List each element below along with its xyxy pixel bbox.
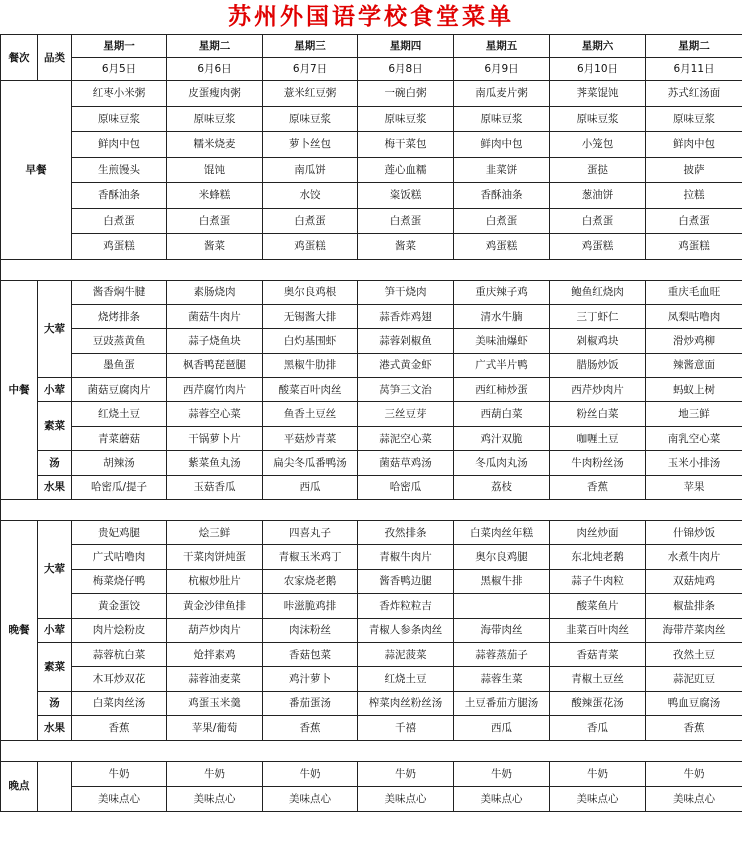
dish-cell: 豆豉蒸黄鱼: [72, 329, 167, 353]
dish-cell: 韭菜百叶肉丝: [550, 618, 646, 642]
dish-cell: 原味豆浆: [550, 106, 646, 132]
dish-cell: 酸菜鱼片: [550, 594, 646, 618]
dish-cell: 鸡蛋玉米羹: [167, 691, 263, 715]
dish-cell: 贵妃鸡腿: [72, 521, 167, 545]
dish-cell: 黄金蛋饺: [72, 594, 167, 618]
breakfast-row: [1, 234, 742, 260]
dish-cell: 青椒牛肉片: [358, 545, 454, 569]
dish-cell: 鸡蛋糕: [454, 234, 550, 260]
dish-cell: 奥尔良鸡腿: [454, 545, 550, 569]
dish-cell: 红烧土豆: [72, 402, 167, 426]
dish-cell: 牛奶: [454, 761, 550, 786]
dish-cell: 蒜蓉剁椒鱼: [358, 329, 454, 353]
dish-cell: 梅菜烧仔鸭: [72, 569, 167, 593]
category-label: 大荤: [38, 521, 72, 619]
meal-label-dinner: 晚餐: [1, 521, 38, 741]
dish-cell: 白灼基围虾: [263, 329, 358, 353]
dish-cell: 原味豆浆: [167, 106, 263, 132]
dish-cell: 菌菇草鸡汤: [358, 451, 454, 475]
dish-cell: 干锅萝卜片: [167, 426, 263, 450]
dish-cell: 牛奶: [167, 761, 263, 786]
dish-cell: 平菇炒青菜: [263, 426, 358, 450]
dish-cell: 海带芹菜肉丝: [646, 618, 742, 642]
dish-cell: 孜然排条: [358, 521, 454, 545]
dish-cell: 黄金沙律鱼排: [167, 594, 263, 618]
date-header: 6月10日: [550, 58, 646, 81]
meal-label-lunch: 中餐: [1, 280, 38, 500]
dish-cell: 鲜肉中包: [646, 132, 742, 158]
dish-cell: 鸭血豆腐汤: [646, 691, 742, 715]
dish-cell: 木耳炒双花: [72, 667, 167, 691]
dish-cell: 蒜蓉生菜: [454, 667, 550, 691]
dish-cell: 菌菇豆腐肉片: [72, 378, 167, 402]
dish-cell: 清水牛腩: [454, 304, 550, 328]
dish-cell: 蚂蚁上树: [646, 378, 742, 402]
dish-cell: 香蕉: [263, 716, 358, 740]
dish-cell: 红烧土豆: [358, 667, 454, 691]
dish-cell: 白煮蛋: [646, 208, 742, 234]
dish-cell: 西芹炒肉片: [550, 378, 646, 402]
dish-cell: 牛奶: [72, 761, 167, 786]
dish-cell: 美味油爆虾: [454, 329, 550, 353]
dish-cell: 美味点心: [167, 786, 263, 811]
breakfast-row: [1, 157, 742, 183]
dish-cell: 笋干烧肉: [358, 280, 454, 304]
dish-cell: 莲心血糯: [358, 157, 454, 183]
menu-body: [1, 35, 742, 812]
dish-cell: 酱香鸭边腿: [358, 569, 454, 593]
dish-cell: 西瓜: [263, 475, 358, 499]
dish-cell: 牛奶: [646, 761, 742, 786]
breakfast-row: [1, 81, 742, 107]
dish-cell: 糯米烧麦: [167, 132, 263, 158]
dish-cell: 鸡蛋糕: [72, 234, 167, 260]
dish-cell: 原味豆浆: [263, 106, 358, 132]
dish-cell: 鸡蛋糕: [263, 234, 358, 260]
dish-cell: 青菜蘑菇: [72, 426, 167, 450]
dish-cell: 四喜丸子: [263, 521, 358, 545]
dish-cell: 南瓜饼: [263, 157, 358, 183]
dish-cell: 蒜蓉杭白菜: [72, 642, 167, 666]
dish-cell: 蒜泥菠菜: [358, 642, 454, 666]
dish-cell: 什锦炒饭: [646, 521, 742, 545]
lunch-row: [1, 475, 742, 499]
dish-cell: 牛奶: [358, 761, 454, 786]
lunch-row: [1, 451, 742, 475]
weekday-header: 星期二: [646, 35, 742, 58]
dish-cell: 榨菜肉丝粉丝汤: [358, 691, 454, 715]
dish-cell: 香菇包菜: [263, 642, 358, 666]
dish-cell: 一碗白粥: [358, 81, 454, 107]
category-label: 水果: [38, 475, 72, 499]
dish-cell: 白煮蛋: [167, 208, 263, 234]
dish-cell: 韭菜饼: [454, 157, 550, 183]
dish-cell: 海带肉丝: [454, 618, 550, 642]
weekday-header: 星期二: [167, 35, 263, 58]
breakfast-row: [1, 132, 742, 158]
dish-cell: 鸡汁萝卜: [263, 667, 358, 691]
dish-cell: 蒜蓉蒸茄子: [454, 642, 550, 666]
dish-cell: 荠菜馄饨: [550, 81, 646, 107]
dish-cell: 拉糕: [646, 183, 742, 209]
header-row: [1, 35, 742, 58]
dish-cell: 蛋挞: [550, 157, 646, 183]
dish-cell: 番茄蛋汤: [263, 691, 358, 715]
dish-cell: 黑椒牛排: [454, 569, 550, 593]
lunch-row: [1, 280, 742, 304]
dish-cell: 胡辣汤: [72, 451, 167, 475]
spacer-row: [1, 259, 742, 280]
breakfast-row: [1, 106, 742, 132]
dish-cell: 西红柿炒蛋: [454, 378, 550, 402]
dish-cell: 三丝豆芽: [358, 402, 454, 426]
dish-cell: 红枣小米粥: [72, 81, 167, 107]
category-header: 品类: [38, 35, 72, 81]
dish-cell: 鲜肉中包: [454, 132, 550, 158]
dish-cell: 冬瓜肉丸汤: [454, 451, 550, 475]
dish-cell: 双菇炖鸡: [646, 569, 742, 593]
dish-cell: 椒盐排条: [646, 594, 742, 618]
dish-cell: 南瓜麦片粥: [454, 81, 550, 107]
dish-cell: 烩三鲜: [167, 521, 263, 545]
dish-cell: 南乳空心菜: [646, 426, 742, 450]
dish-cell: 蒜香炸鸡翅: [358, 304, 454, 328]
dish-cell: [454, 594, 550, 618]
dish-cell: 杭椒炒肚片: [167, 569, 263, 593]
dish-cell: 美味点心: [454, 786, 550, 811]
dish-cell: 紫菜鱼丸汤: [167, 451, 263, 475]
dish-cell: 苹果: [646, 475, 742, 499]
dish-cell: 鸡汁双脆: [454, 426, 550, 450]
dinner-row: [1, 521, 742, 545]
dish-cell: 白煮蛋: [550, 208, 646, 234]
menu-table: [0, 34, 742, 812]
dish-cell: 葱油饼: [550, 183, 646, 209]
dish-cell: 蒜泥空心菜: [358, 426, 454, 450]
dish-cell: 原味豆浆: [646, 106, 742, 132]
dish-cell: 素肠烧肉: [167, 280, 263, 304]
dish-cell: 西芹腐竹肉片: [167, 378, 263, 402]
dish-cell: 蒜蓉油麦菜: [167, 667, 263, 691]
dish-cell: 鲍鱼红烧肉: [550, 280, 646, 304]
weekday-header: 星期四: [358, 35, 454, 58]
dish-cell: 鸡蛋糕: [646, 234, 742, 260]
category-label: 素菜: [38, 402, 72, 451]
dish-cell: 水饺: [263, 183, 358, 209]
dish-cell: 腊肠炒饭: [550, 353, 646, 377]
dish-cell: 生煎馒头: [72, 157, 167, 183]
dish-cell: 香蕉: [550, 475, 646, 499]
date-header: 6月8日: [358, 58, 454, 81]
dish-cell: 港式黄金虾: [358, 353, 454, 377]
dish-cell: 薏米红豆粥: [263, 81, 358, 107]
dish-cell: 美味点心: [263, 786, 358, 811]
dish-cell: 蒜子牛肉粒: [550, 569, 646, 593]
dish-cell: 馄饨: [167, 157, 263, 183]
dish-cell: 美味点心: [358, 786, 454, 811]
spacer-cell: [1, 740, 742, 761]
meal-label-breakfast: 早餐: [1, 81, 72, 260]
dish-cell: 土豆番茄方腿汤: [454, 691, 550, 715]
dish-cell: 美味点心: [646, 786, 742, 811]
dish-cell: 白煮蛋: [263, 208, 358, 234]
page-title: 苏州外国语学校食堂菜单: [228, 3, 514, 30]
dish-cell: 披萨: [646, 157, 742, 183]
dish-cell: 原味豆浆: [454, 106, 550, 132]
dish-cell: 广式半片鸭: [454, 353, 550, 377]
dish-cell: 蒜蓉空心菜: [167, 402, 263, 426]
weekday-header: 星期三: [263, 35, 358, 58]
dish-cell: 白煮蛋: [72, 208, 167, 234]
dish-cell: 酱菜: [358, 234, 454, 260]
dinner-row: [1, 594, 742, 618]
dish-cell: 青椒土豆丝: [550, 667, 646, 691]
dish-cell: 广式咕噜肉: [72, 545, 167, 569]
dinner-row: [1, 667, 742, 691]
weekday-header: 星期五: [454, 35, 550, 58]
category-label: 汤: [38, 691, 72, 715]
dish-cell: 酱香焖牛腱: [72, 280, 167, 304]
spacer-row: [1, 740, 742, 761]
dish-cell: 萝卜丝包: [263, 132, 358, 158]
category-label: 汤: [38, 451, 72, 475]
dinner-row: [1, 569, 742, 593]
dish-cell: 香蕉: [72, 716, 167, 740]
dish-cell: 香酥油条: [72, 183, 167, 209]
dish-cell: 苏式红汤面: [646, 81, 742, 107]
dish-cell: 皮蛋瘦肉粥: [167, 81, 263, 107]
dish-cell: 烧烤排条: [72, 304, 167, 328]
dish-cell: 香菇青菜: [550, 642, 646, 666]
dish-cell: 千禧: [358, 716, 454, 740]
dish-cell: 肉沫粉丝: [263, 618, 358, 642]
dish-cell: 三丁虾仁: [550, 304, 646, 328]
dish-cell: 梅干菜包: [358, 132, 454, 158]
dish-cell: 滑炒鸡柳: [646, 329, 742, 353]
dish-cell: 鱼香土豆丝: [263, 402, 358, 426]
dish-cell: 小笼包: [550, 132, 646, 158]
dinner-row: [1, 618, 742, 642]
dish-cell: 肉片烩粉皮: [72, 618, 167, 642]
dish-cell: 青椒玉米鸡丁: [263, 545, 358, 569]
dish-cell: 白菜肉丝年糕: [454, 521, 550, 545]
dish-cell: 西瓜: [454, 716, 550, 740]
dish-cell: 牛肉粉丝汤: [550, 451, 646, 475]
dish-cell: 苹果/葡萄: [167, 716, 263, 740]
category-label: 素菜: [38, 642, 72, 691]
dish-cell: 干菜肉饼炖蛋: [167, 545, 263, 569]
spacer-cell: [1, 500, 742, 521]
dish-cell: 葫芦炒肉片: [167, 618, 263, 642]
dish-cell: 炝拌素鸡: [167, 642, 263, 666]
category-label: 大荤: [38, 280, 72, 378]
dish-cell: 白煮蛋: [454, 208, 550, 234]
dish-cell: 荔枝: [454, 475, 550, 499]
date-header: 6月11日: [646, 58, 742, 81]
lunch-row: [1, 304, 742, 328]
breakfast-row: [1, 183, 742, 209]
meal-label-snack: 晚点: [1, 761, 38, 811]
dish-cell: 原味豆浆: [72, 106, 167, 132]
breakfast-row: [1, 208, 742, 234]
dish-cell: 咔滋脆鸡排: [263, 594, 358, 618]
dish-cell: 原味豆浆: [358, 106, 454, 132]
dish-cell: 哈密瓜/提子: [72, 475, 167, 499]
dinner-row: [1, 545, 742, 569]
snack-row: [1, 761, 742, 786]
spacer-row: [1, 500, 742, 521]
lunch-row: [1, 353, 742, 377]
dish-cell: 蒜泥豇豆: [646, 667, 742, 691]
dish-cell: 玉米小排汤: [646, 451, 742, 475]
date-header: 6月5日: [72, 58, 167, 81]
dish-cell: 农家烧老鹅: [263, 569, 358, 593]
dish-cell: 辣酱意面: [646, 353, 742, 377]
dish-cell: 白煮蛋: [358, 208, 454, 234]
date-header: 6月7日: [263, 58, 358, 81]
dish-cell: 青椒人参条肉丝: [358, 618, 454, 642]
dish-cell: 香酥油条: [454, 183, 550, 209]
dish-cell: 蒜子烧鱼块: [167, 329, 263, 353]
dish-cell: 鸡蛋糕: [550, 234, 646, 260]
dish-cell: 重庆毛血旺: [646, 280, 742, 304]
dish-cell: 东北炖老鹅: [550, 545, 646, 569]
dinner-row: [1, 716, 742, 740]
dish-cell: 菌菇牛肉片: [167, 304, 263, 328]
dish-cell: 无锡酱大排: [263, 304, 358, 328]
dish-cell: 黑椒牛肋排: [263, 353, 358, 377]
dish-cell: 玉菇香瓜: [167, 475, 263, 499]
dinner-row: [1, 691, 742, 715]
dish-cell: 墨鱼蛋: [72, 353, 167, 377]
dish-cell: 美味点心: [550, 786, 646, 811]
dish-cell: 酱菜: [167, 234, 263, 260]
dish-cell: 肉丝炒面: [550, 521, 646, 545]
dish-cell: 莴笋三文治: [358, 378, 454, 402]
dish-cell: 咖喱土豆: [550, 426, 646, 450]
dish-cell: 米蜂糕: [167, 183, 263, 209]
dish-cell: 酸辣蛋花汤: [550, 691, 646, 715]
date-header: 6月6日: [167, 58, 263, 81]
spacer-cell: [1, 259, 742, 280]
dish-cell: 鲜肉中包: [72, 132, 167, 158]
dish-cell: 重庆辣子鸡: [454, 280, 550, 304]
lunch-row: [1, 378, 742, 402]
dish-cell: 美味点心: [72, 786, 167, 811]
dinner-row: [1, 642, 742, 666]
dish-cell: 孜然土豆: [646, 642, 742, 666]
dish-cell: 水煮牛肉片: [646, 545, 742, 569]
dish-cell: 哈密瓜: [358, 475, 454, 499]
dish-cell: 西葫白菜: [454, 402, 550, 426]
category-label: 水果: [38, 716, 72, 740]
lunch-row: [1, 402, 742, 426]
date-row: [1, 58, 742, 81]
dish-cell: 粢饭糕: [358, 183, 454, 209]
category-label: 小荤: [38, 618, 72, 642]
dish-cell: 香炸粒粒吉: [358, 594, 454, 618]
dish-cell: 白菜肉丝汤: [72, 691, 167, 715]
dish-cell: 粉丝白菜: [550, 402, 646, 426]
dish-cell: 酸菜百叶肉丝: [263, 378, 358, 402]
dish-cell: 凤梨咕噜肉: [646, 304, 742, 328]
snack-row: [1, 786, 742, 811]
dish-cell: 香蕉: [646, 716, 742, 740]
lunch-row: [1, 329, 742, 353]
dish-cell: 剁椒鸡块: [550, 329, 646, 353]
weekday-header: 星期一: [72, 35, 167, 58]
weekday-header: 星期六: [550, 35, 646, 58]
dish-cell: 奥尔良鸡根: [263, 280, 358, 304]
dish-cell: 扁尖冬瓜番鸭汤: [263, 451, 358, 475]
date-header: 6月9日: [454, 58, 550, 81]
dish-cell: 地三鲜: [646, 402, 742, 426]
dish-cell: 香瓜: [550, 716, 646, 740]
dish-cell: 枫香鸭琵琶腿: [167, 353, 263, 377]
lunch-row: [1, 426, 742, 450]
category-label: 小荤: [38, 378, 72, 402]
meal-header: 餐次: [1, 35, 38, 81]
category-empty: [38, 761, 72, 811]
dish-cell: 牛奶: [263, 761, 358, 786]
dish-cell: 牛奶: [550, 761, 646, 786]
